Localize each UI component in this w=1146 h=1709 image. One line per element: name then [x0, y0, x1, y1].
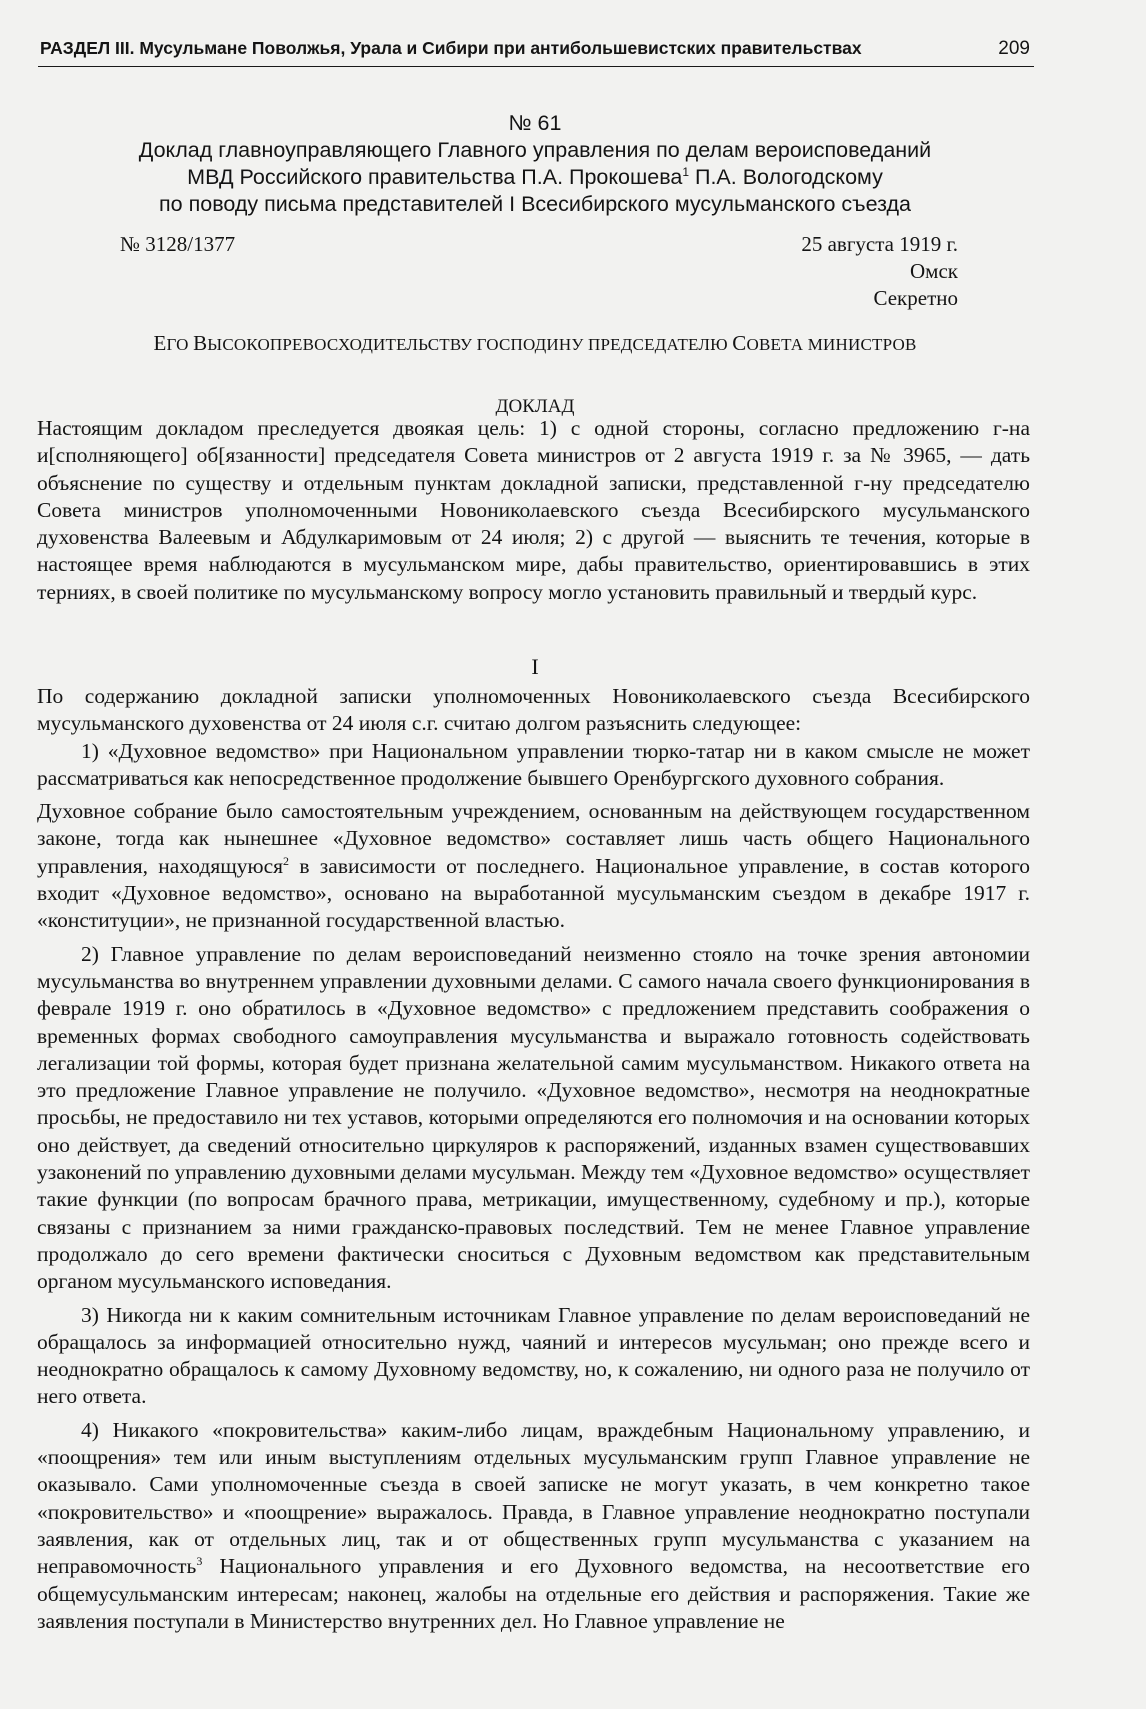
addressee-cap-1: Е — [153, 331, 167, 355]
point-1b-text: Духовное собрание было самостоятельным учреждением, основанным на действующем государственном законе, тогда как нынешнее «Духовное ведомство» составляет лишь часть общего Национального управления, находящуюся — [37, 799, 1030, 878]
intro-paragraph: Настоящим докладом преследуется двоякая цель: 1) с одной стороны, согласно предложению г-на и[сполняющего] об[язанности] председателя Совета министров от 2 августа 1919 г. за № 3965, — дать объяснение по существу и отдельным пунктам докладной записки, представленной г-ну председателю Совета министров уполномоченными Новониколаевского съезда Всесибирского мусульманского духовенства Валеевым и Абдулкаримовым от 24 июля; 2) с другой — выяснить те течения, которые в настоящее время наблюдаются в мусульманском мире, дабы правительство, ориентировавшись в этих терниях, в своей политике по мусульманскому вопросу могло установить правильный и твердый курс. — [37, 416, 1030, 604]
page-number: 209 — [998, 38, 1030, 59]
registration-number: № 3128/1377 — [120, 232, 236, 256]
title-line-3: по поводу письма представителей I Всесибирского мусульманского съезда — [159, 192, 911, 216]
classification-mark: Секретно — [873, 286, 958, 310]
intro-paragraph-block — [37, 415, 1030, 606]
footnote-ref-1: 1 — [682, 164, 690, 179]
point-4-paragraph — [37, 1417, 1030, 1635]
footnote-ref-3: 3 — [196, 1554, 203, 1569]
title-line-2 — [40, 164, 1030, 191]
section-1-text — [37, 683, 1030, 1635]
point-3-paragraph: 3) Никогда ни к каким сомнительным источникам Главное управление по делам вероисповеданий не обращалось за информацией относительно нужд, чаяний и интересов мусульман; оно прежде всего и неоднократно обращалось к самому Духовному ведомству, но, к сожалению, ни одного раза не получило от него ответа. — [37, 1302, 1030, 1409]
title-line-2-text: МВД Российского правительства П.А. Прокошева — [187, 165, 683, 189]
point-4-text: 4) Никакого «покровительства» каким-либо лицам, враждебным Национальному управлению, и «поощрения» тем или иным выступлениям отдельных мусульманским групп Главное управление не оказывало. Сами уполномоченные съезда в своей записке не могут указать, в чем конкретно такое «покровительство» и «поощрение» выражалось. Правда, в Главное управление неоднократно поступали заявления, как от отдельных лиц, так и от общественных групп мусульманства с указанием на неправомочность — [37, 1417, 1030, 1579]
document-title-block — [40, 110, 1030, 218]
title-line-2-rest: П.А. Вологодскому — [689, 165, 883, 189]
addressee — [40, 331, 1030, 356]
addressee-part-1: ГО — [166, 335, 194, 354]
point-1b-rest: в зависимости от последнего. Национальное управление, в состав которого входит «Духовное ведомство», основано на выработанной мусульманским съездом в декабре 1917 г. «конституции», не признанной государственной властью. — [37, 853, 1030, 933]
addressee-cap-2: В — [193, 331, 208, 355]
addressee-part-2: ЫСОКОПРЕВОСХОДИТЕЛЬСТВУ ГОСПОДИНУ ПРЕДСЕДАТЕЛЮ — [207, 335, 733, 354]
addressee-cap-3: С — [732, 331, 747, 355]
running-head — [40, 38, 1030, 60]
document-date: 25 августа 1919 г. — [801, 232, 958, 256]
section-1-intro: По содержанию докладной записки уполномоченных Новониколаевского съезда Всесибирского мусульманского духовенства от 24 июля с.г. считаю долгом разъяснить следующее: — [37, 684, 1030, 736]
point-1-paragraph: 1) «Духовное ведомство» при Национальном управлении тюрко-татар ни в каком смысле не может рассматриваться как непосредственное продолжение бывшего Оренбургского духовного собрания. — [37, 738, 1030, 790]
footnote-ref-2: 2 — [283, 853, 290, 868]
document-place: Омск — [910, 259, 958, 283]
addressee-part-3: ОВЕТА МИНИСТРОВ — [746, 335, 917, 354]
title-line-1: Доклад главноуправляющего Главного управления по делам вероисповеданий — [138, 138, 932, 162]
header-rule — [38, 66, 1034, 67]
document-number: № 61 — [508, 111, 562, 135]
point-4-rest: Национального управления и его Духовного ведомства, на несоответствие его общемусульманским интересам; наконец, жалобы на отдельные его действия и распоряжения. Такие же заявления поступали в Министерство внутренних дел. Но Главное управление не — [37, 1554, 1030, 1633]
doc-type-heading: ДОКЛАД — [495, 396, 575, 417]
point-2-paragraph: 2) Главное управление по делам вероисповеданий неизменно стояло на точке зрения автономии мусульманства во внутреннем управлении духовными делами. С самого начала своего функционирования в феврале 1919 г. оно обратилось в «Духовное ведомство» с предложением представить соображения о временных формах свободного самоуправления мусульманства и выражало готовность содействовать легализации той формы, которая будет признана желательной самим мусульманством. Никакого ответа на это предложение Главное управление не получило. «Духовное ведомство», несмотря на неоднократные просьбы, не предоставило ни тех уставов, которыми определяются его полномочия и на основании которых оно действует, да сведений относительно циркуляров к распоряжений, изданных взамен существовавших узаконений по управлению духовными делами мусульман. Между тем «Духовное ведомство» осуществляет такие функции (по вопросам брачного права, метрикации, имущественному, судебному и пр.), которые связаны с признанием за ними гражданско-правовых последствий. Тем не менее Главное управление продолжало до сего времени фактически сноситься с Духовным ведомством как представительным органом мусульманского исповедания. — [37, 941, 1030, 1294]
section-numeral: I — [531, 654, 539, 679]
section-title: РАЗДЕЛ III. Мусульмане Поволжья, Урала и Сибири при антибольшевистских правительствах — [40, 38, 862, 58]
point-1b-paragraph — [37, 798, 1030, 934]
